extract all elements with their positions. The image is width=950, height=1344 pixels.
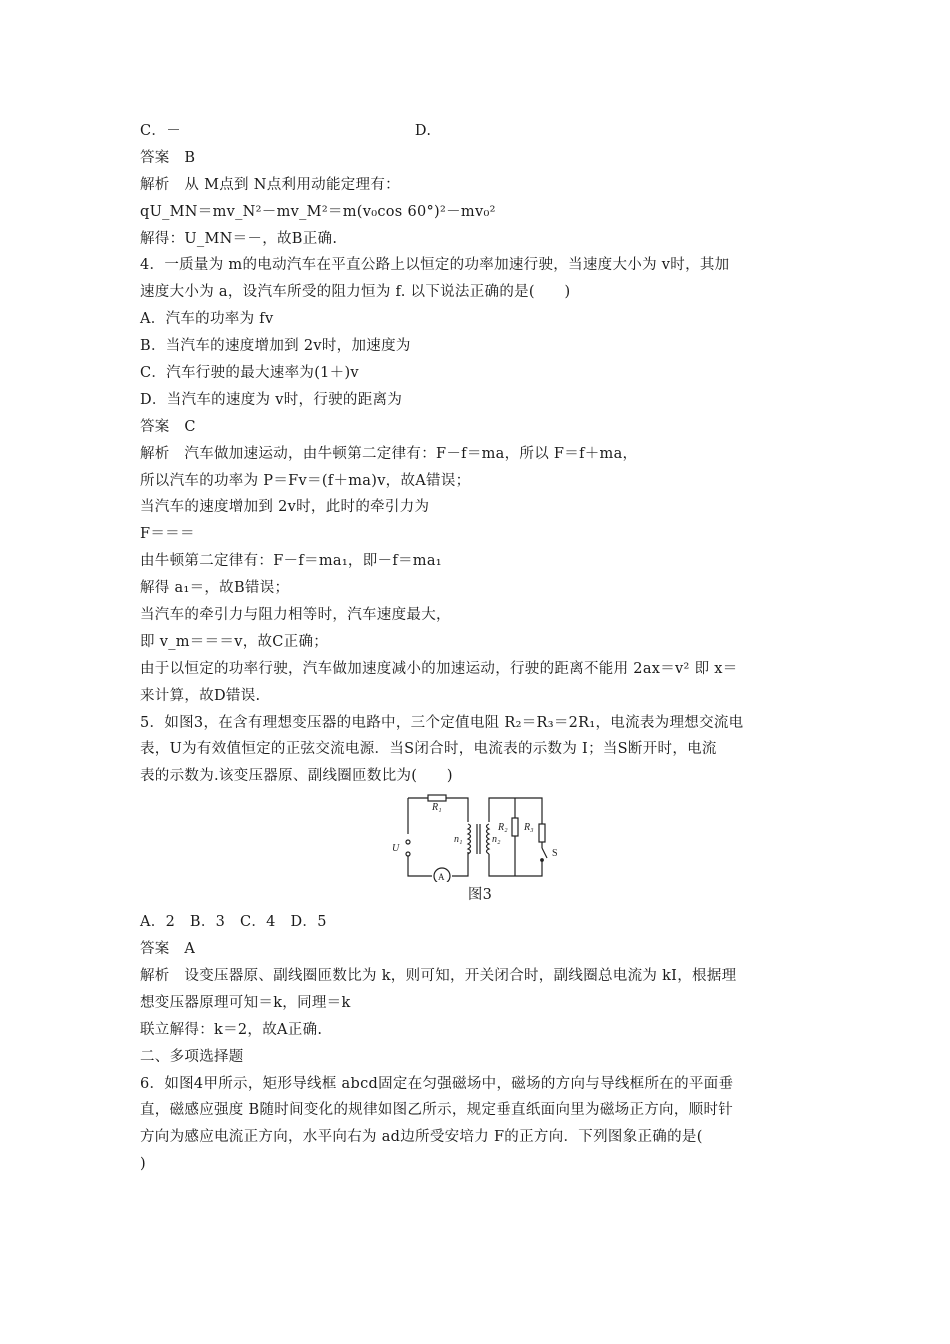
document-page <box>140 118 820 1178</box>
q4-explanation-line: 解得 a₁＝，故B错误； <box>140 580 290 597</box>
q4-explanation-line: 当汽车的速度增加到 2v时，此时的牵引力为 <box>140 499 430 516</box>
q3-option-d: D. <box>414 123 432 139</box>
q5-explanation-line: 解析 设变压器原、副线圈匝数比为 k，则可知，开关闭合时，副线圈总电流为 kI，根据理 <box>140 967 737 984</box>
label-r2: R₂ <box>498 822 508 834</box>
label-r3: R₃ <box>524 822 534 834</box>
q4-stem-line: 4．一质量为 m的电动汽车在平直公路上以恒定的功率加速行驶，当速度大小为 v时，其加 <box>140 257 730 274</box>
q6-stem-line: ) <box>140 1156 146 1173</box>
q4-explanation-line: 解析 汽车做加速运动，由牛顿第二定律有：F－f＝ma，所以 F＝f＋ma， <box>140 445 638 462</box>
q3-explanation-line: 解得：U_MN＝－，故B正确. <box>140 230 338 247</box>
q4-explanation-line: 所以汽车的功率为 P＝Fv＝(f＋ma)v，故A错误； <box>140 472 471 489</box>
q3-explanation-line: qU_MN＝mv_N²－mv_M²＝m(v₀cos 60°)²－mv₀² <box>140 203 496 220</box>
q5-explanation-line: 联立解得：k＝2，故A正确. <box>140 1021 323 1038</box>
q4-explanation-line: 由于以恒定的功率行驶，汽车做加速度减小的加速运动，行驶的距离不能用 2ax＝v² 即 x＝ <box>140 660 738 677</box>
q3-answer: 答案 B <box>140 149 196 166</box>
q4-explanation-line: 当汽车的牵引力与阻力相等时，汽车速度最大， <box>140 607 451 624</box>
resistor-r3 <box>539 824 545 842</box>
q6-stem-line: 方向为感应电流正方向，水平向右为 ad边所受安培力 F的正方向．下列图象正确的是( <box>140 1129 703 1146</box>
label-n2: n₂ <box>492 834 501 846</box>
q6-stem-line: 6．如图4甲所示，矩形导线框 abcd固定在匀强磁场中，磁场的方向与导线框所在的平面垂 <box>140 1075 734 1092</box>
q5-explanation-line: 想变压器原理可知＝k，同理＝k <box>140 994 351 1011</box>
q4-option-d: D．当汽车的速度为 v时，行驶的距离为 <box>140 391 403 408</box>
section-title: 二、多项选择题 <box>140 1048 244 1065</box>
resistor-r1 <box>428 795 446 801</box>
label-s: S <box>552 848 558 860</box>
resistor-r2 <box>512 818 518 836</box>
q4-explanation-line: 由牛顿第二定律有：F－f＝ma₁，即－f＝ma₁ <box>140 553 442 570</box>
q4-option-b: B．当汽车的速度增加到 2v时，加速度为 <box>140 338 411 355</box>
label-n1: n₁ <box>454 834 463 846</box>
q4-answer: 答案 C <box>140 418 196 435</box>
q5-stem-line: 表，U为有效值恒定的正弦交流电源．当S闭合时，电流表的示数为 I；当S断开时，电流 <box>140 741 717 758</box>
q4-explanation-line: F＝＝＝ <box>140 526 195 543</box>
transformer-circuit-diagram <box>384 794 564 882</box>
label-r1: R₁ <box>432 802 442 814</box>
q5-stem-line: 5．如图3，在含有理想变压器的电路中，三个定值电阻 R₂＝R₃＝2R₁，电流表为理想交流电 <box>140 714 744 731</box>
q3-explanation-line: 解析 从 M点到 N点利用动能定理有： <box>140 176 400 193</box>
q3-option-c: C．－ <box>140 123 181 139</box>
figure-caption: 图3 <box>467 887 493 904</box>
q4-explanation-line: 来计算，故D错误. <box>140 687 261 704</box>
q6-stem-line: 直，磁感应强度 B随时间变化的规律如图乙所示，规定垂直纸面向里为磁场正方向，顺时针 <box>140 1102 734 1119</box>
q3-options-row <box>140 118 820 145</box>
switch-s <box>542 848 547 858</box>
q4-explanation-line: 即 v_m＝＝＝v，故C正确； <box>140 633 329 650</box>
q4-option-c: C．汽车行驶的最大速率为(1＋)v <box>140 365 359 382</box>
circuit-figure <box>140 794 820 882</box>
q5-answer: 答案 A <box>140 941 196 958</box>
label-ammeter: A <box>438 872 445 883</box>
source-terminal-top <box>406 840 410 844</box>
q5-options: A．2 B．3 C．4 D．5 <box>140 914 327 931</box>
q5-stem-line: 表的示数为.该变压器原、副线圈匝数比为( ) <box>140 768 453 785</box>
q4-stem-line: 速度大小为 a，设汽车所受的阻力恒为 f. 以下说法正确的是( ) <box>140 284 571 301</box>
label-u: U <box>392 843 400 855</box>
source-terminal-bottom <box>406 852 410 856</box>
q4-option-a: A．汽车的功率为 fv <box>140 311 274 328</box>
